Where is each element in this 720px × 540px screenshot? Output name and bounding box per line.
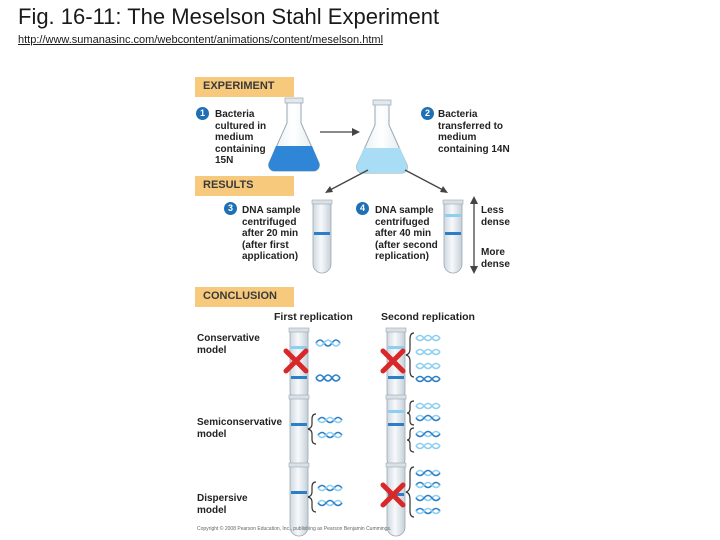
more-dense-label: More dense — [481, 247, 510, 270]
step-1-body: Bacteria cultured in medium containing — [215, 109, 267, 155]
step-1-text — [215, 109, 266, 167]
step-2-badge: 2 — [421, 107, 434, 120]
dispersive-model-label: Dispersive model — [197, 493, 248, 516]
copyright-note: Copyright © 2008 Pearson Education, Inc., publishing as Pearson Benjamin Cummings. — [197, 526, 392, 532]
step-3-badge: 3 — [224, 202, 237, 215]
step-2-text — [438, 109, 510, 155]
experiment-band: EXPERIMENT — [195, 77, 294, 97]
step-2-isotope: 14N — [491, 143, 510, 155]
results-tube-20min — [312, 200, 332, 273]
semiconservative-model-label: Semiconservative model — [197, 417, 283, 440]
density-arrow — [470, 196, 478, 274]
step-1-badge: 1 — [196, 107, 209, 120]
step-1-isotope: 15N — [215, 155, 234, 166]
step-3-text: DNA sample centrifuged after 20 min (after first application) — [242, 205, 301, 262]
results-tube-40min — [443, 200, 463, 273]
step-4-text: DNA sample centrifuged after 40 min (after second replication) — [375, 205, 438, 262]
conservative-model-label: Conservative model — [197, 333, 260, 356]
first-replication-heading: First replication — [274, 311, 353, 323]
second-replication-heading: Second replication — [381, 311, 475, 323]
results-band: RESULTS — [195, 176, 294, 196]
flask-15n — [269, 98, 320, 171]
flask-14n — [357, 100, 408, 173]
source-link[interactable]: http://www.sumanasinc.com/webcontent/animations/content/meselson.html — [18, 34, 384, 46]
less-dense-label: Less dense — [481, 205, 510, 228]
dna-helices — [316, 336, 440, 514]
conclusion-band: CONCLUSION — [195, 287, 294, 307]
step-4-badge: 4 — [356, 202, 369, 215]
step-2-body: Bacteria transferred to medium containing — [438, 109, 504, 155]
slide-title: Fig. 16-11: The Meselson Stahl Experiment — [18, 4, 440, 29]
transfer-arrow — [320, 128, 360, 136]
